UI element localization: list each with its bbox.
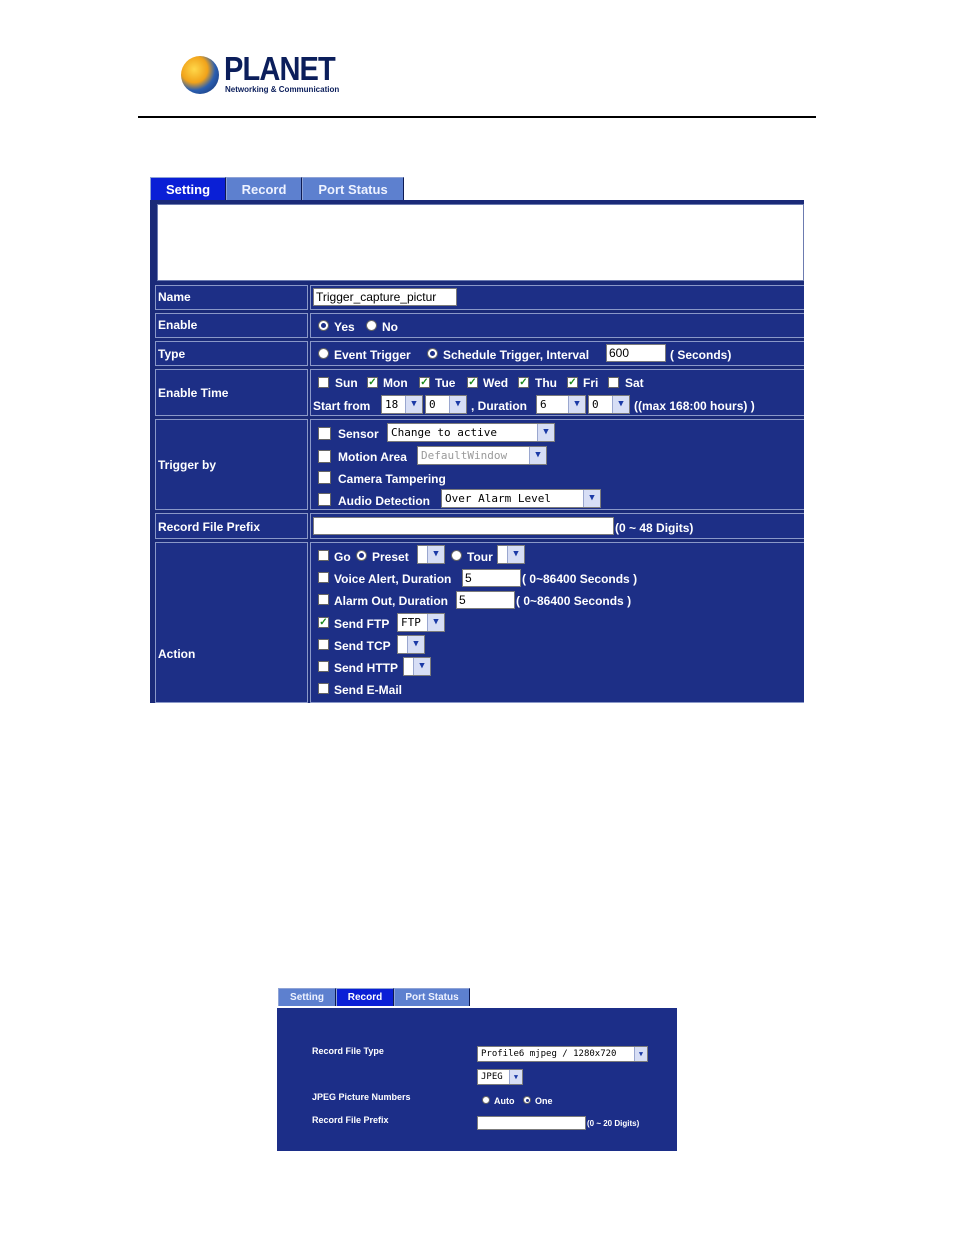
day-sat-checkbox[interactable]: [608, 377, 619, 388]
enable-no-radio[interactable]: [366, 320, 377, 331]
audio-detection-checkbox[interactable]: [318, 493, 331, 506]
duration-hour-select[interactable]: [536, 395, 586, 414]
profile-select[interactable]: [477, 1046, 648, 1062]
chevron-down-icon: ▼: [405, 396, 422, 413]
send-email-label: Send E-Mail: [334, 683, 403, 697]
sensor-checkbox[interactable]: [318, 427, 331, 440]
prefix-label: Record File Prefix: [158, 520, 261, 534]
voice-alert-duration-input[interactable]: 5: [462, 569, 521, 587]
send-ftp-label: Send FTP: [334, 617, 390, 631]
send-ftp-select-value: FTP: [401, 616, 421, 629]
interval-unit: ( Seconds): [670, 348, 732, 362]
event-trigger-radio[interactable]: [318, 348, 329, 359]
max-hours-note: ((max 168:00 hours) ): [634, 399, 755, 413]
start-minute-select[interactable]: [425, 395, 467, 414]
tour-select[interactable]: [497, 545, 525, 564]
motion-area-label: Motion Area: [338, 450, 407, 464]
audio-detection-label: Audio Detection: [338, 494, 430, 508]
format-select[interactable]: [477, 1069, 523, 1085]
record-file-prefix-label: Record File Prefix: [312, 1115, 389, 1125]
send-http-checkbox[interactable]: [318, 661, 329, 672]
tab-port-status[interactable]: Port Status: [302, 177, 404, 200]
duration-label: , Duration: [471, 399, 527, 413]
day-wed-checkbox[interactable]: ✓: [468, 377, 477, 388]
tab2-setting[interactable]: Setting: [278, 988, 336, 1006]
preset-select[interactable]: [417, 545, 445, 564]
schedule-trigger-label: Schedule Trigger, Interval: [443, 348, 590, 362]
send-email-checkbox[interactable]: [318, 683, 329, 694]
tab2-port-status[interactable]: Port Status: [394, 988, 470, 1006]
start-minute-value: 0: [429, 398, 436, 411]
day-fri-label: Fri: [583, 376, 599, 390]
sensor-select[interactable]: [387, 423, 555, 442]
enable-yes-radio[interactable]: [318, 320, 329, 331]
enable-yes-label: Yes: [334, 320, 355, 334]
one-label: One: [535, 1096, 553, 1106]
event-list-frame: [157, 204, 804, 281]
audio-detection-select[interactable]: [441, 489, 601, 508]
event-trigger-label: Event Trigger: [334, 348, 411, 362]
tour-radio[interactable]: [451, 550, 462, 561]
logo-tagline: Networking & Communication: [225, 85, 340, 94]
send-tcp-label: Send TCP: [334, 639, 391, 653]
one-radio[interactable]: [523, 1096, 531, 1104]
chevron-down-icon: ▼: [509, 1070, 522, 1084]
tour-label: Tour: [467, 550, 493, 564]
type-label: Type: [158, 347, 186, 361]
alarm-out-checkbox[interactable]: [318, 594, 329, 605]
trigger-by-label: Trigger by: [158, 458, 217, 472]
chevron-down-icon: ▼: [529, 447, 546, 464]
voice-alert-label: Voice Alert, Duration: [334, 572, 452, 586]
record-file-type-label: Record File Type: [312, 1046, 384, 1056]
auto-label: Auto: [494, 1096, 515, 1106]
preset-radio[interactable]: [356, 550, 367, 561]
duration-hour-value: 6: [540, 398, 547, 411]
camera-tampering-checkbox[interactable]: [318, 471, 331, 484]
format-select-value: JPEG: [481, 1072, 503, 1082]
prefix-input[interactable]: [313, 517, 614, 535]
day-tue-checkbox[interactable]: ✓: [420, 377, 429, 388]
auto-radio[interactable]: [482, 1096, 490, 1104]
interval-input[interactable]: 600: [606, 344, 666, 362]
chevron-down-icon: ▼: [634, 1047, 647, 1061]
enable-no-label: No: [382, 320, 398, 334]
motion-area-checkbox[interactable]: [318, 450, 331, 463]
header-divider: [138, 116, 816, 118]
day-sat-label: Sat: [625, 376, 644, 390]
voice-alert-checkbox[interactable]: [318, 572, 329, 583]
day-mon-label: Mon: [383, 376, 408, 390]
action-label-cell: [155, 542, 308, 703]
jpeg-picture-numbers-label: JPEG Picture Numbers: [312, 1092, 411, 1102]
logo-brand: PLANET: [224, 50, 335, 87]
chevron-down-icon: ▼: [413, 658, 430, 675]
motion-area-select-value: DefaultWindow: [421, 449, 508, 462]
send-http-select[interactable]: [403, 657, 431, 676]
go-label: Go: [334, 550, 351, 564]
record-file-prefix-input[interactable]: [477, 1116, 586, 1130]
sensor-label: Sensor: [338, 427, 379, 441]
duration-minute-select[interactable]: [588, 395, 630, 414]
name-input[interactable]: Trigger_capture_pictur: [313, 288, 457, 306]
tab2-record[interactable]: Record: [336, 988, 394, 1006]
start-from-label: Start from: [313, 399, 371, 413]
preset-label: Preset: [372, 550, 409, 564]
alarm-out-note: ( 0~86400 Seconds ): [516, 594, 632, 608]
start-hour-select[interactable]: [381, 395, 423, 414]
duration-minute-value: 0: [592, 398, 599, 411]
alarm-out-duration-input[interactable]: 5: [456, 591, 515, 609]
prefix-note: (0 ~ 48 Digits): [615, 521, 694, 535]
day-thu-checkbox[interactable]: ✓: [519, 377, 528, 388]
chevron-down-icon: ▼: [583, 490, 600, 507]
motion-area-select[interactable]: [417, 446, 547, 465]
start-hour-value: 18: [385, 398, 399, 411]
chevron-down-icon: ▼: [407, 636, 424, 653]
chevron-down-icon: ▼: [612, 396, 629, 413]
enable-time-label: Enable Time: [158, 386, 229, 400]
record-file-prefix-note: (0 ~ 20 Digits): [587, 1119, 640, 1128]
chevron-down-icon: ▼: [427, 546, 444, 563]
tab-setting[interactable]: Setting: [150, 177, 226, 200]
planet-logo-globe-icon: [181, 56, 219, 94]
day-thu-label: Thu: [535, 376, 557, 390]
profile-select-value: Profile6 mjpeg / 1280x720: [481, 1049, 617, 1059]
chevron-down-icon: ▼: [537, 424, 554, 441]
name-label: Name: [158, 290, 191, 304]
send-tcp-select[interactable]: [397, 635, 425, 654]
send-http-label: Send HTTP: [334, 661, 399, 675]
sensor-select-value: Change to active: [391, 426, 497, 439]
send-ftp-select[interactable]: [397, 613, 445, 632]
send-ftp-checkbox[interactable]: ✓: [319, 617, 328, 628]
go-checkbox[interactable]: [318, 550, 329, 561]
chevron-down-icon: ▼: [449, 396, 466, 413]
action-label: Action: [158, 647, 196, 661]
send-tcp-checkbox[interactable]: [318, 639, 329, 650]
day-sun-checkbox[interactable]: [318, 377, 329, 388]
day-mon-checkbox[interactable]: ✓: [368, 377, 377, 388]
audio-detection-select-value: Over Alarm Level: [445, 492, 551, 505]
day-fri-checkbox[interactable]: ✓: [568, 377, 577, 388]
chevron-down-icon: ▼: [427, 614, 444, 631]
day-tue-label: Tue: [435, 376, 456, 390]
voice-alert-note: ( 0~86400 Seconds ): [522, 572, 638, 586]
day-wed-label: Wed: [483, 376, 509, 390]
camera-tampering-label: Camera Tampering: [338, 472, 446, 486]
chevron-down-icon: ▼: [568, 396, 585, 413]
tab-record[interactable]: Record: [226, 177, 302, 200]
chevron-down-icon: ▼: [507, 546, 524, 563]
enable-label: Enable: [158, 318, 198, 332]
alarm-out-label: Alarm Out, Duration: [334, 594, 449, 608]
day-sun-label: Sun: [335, 376, 358, 390]
schedule-trigger-radio[interactable]: [427, 348, 438, 359]
